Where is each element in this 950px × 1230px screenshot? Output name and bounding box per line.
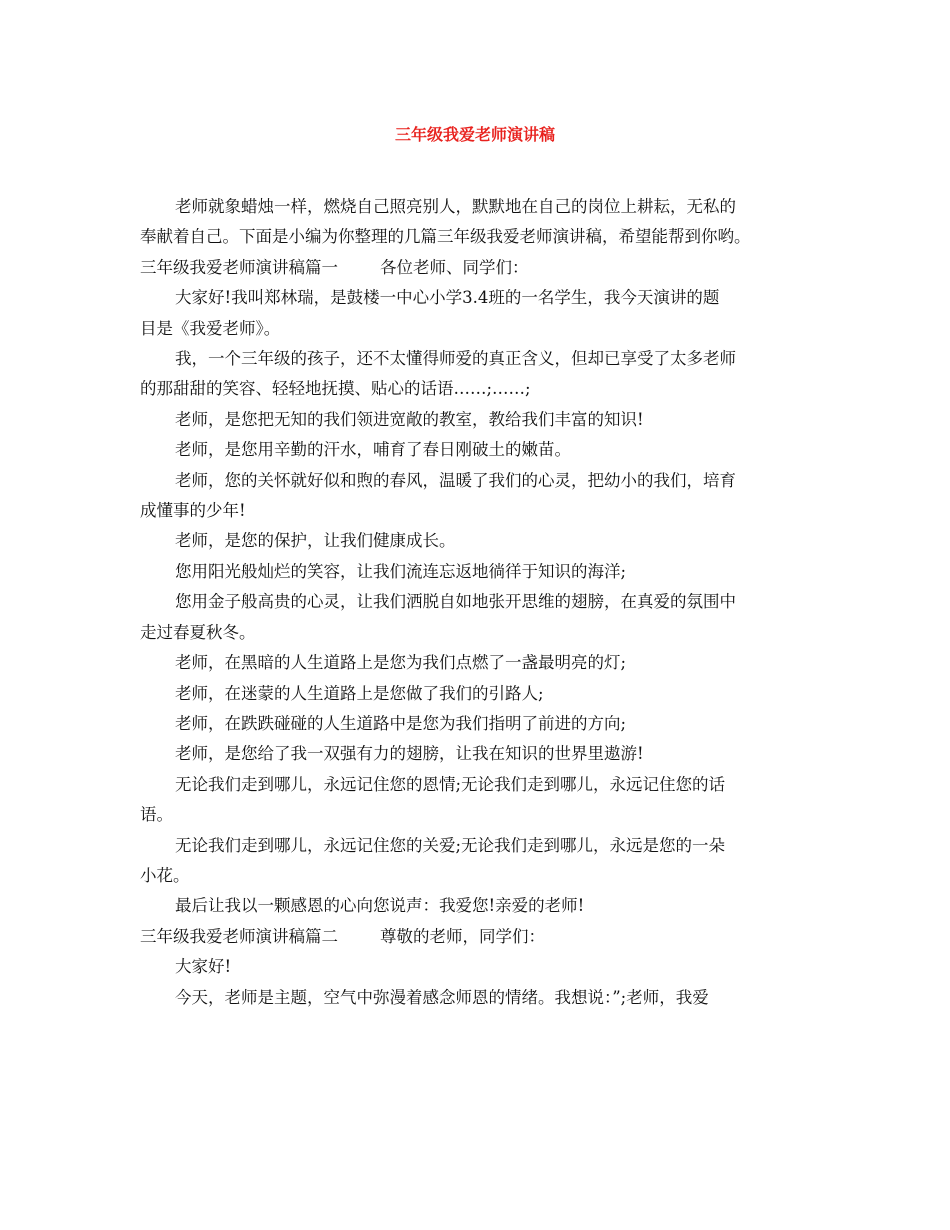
- paragraph-line: 的那甜甜的笑容、轻轻地抚摸、贴心的话语……;……;: [140, 379, 531, 399]
- paragraph-line: 成懂事的少年!: [140, 501, 246, 521]
- section-1-heading: 三年级我爱老师演讲稿篇一: [140, 257, 338, 277]
- paragraph-line: 老师，是您用辛勤的汗水，哺育了春日刚破土的嫩苗。: [175, 440, 571, 460]
- paragraph-line: 今天，老师是主题，空气中弥漫着感念师恩的情绪。我想说：”;老师，我爱: [175, 987, 709, 1007]
- paragraph-line: 最后让我以一颗感恩的心向您说声：我爱您!亲爱的老师!: [175, 896, 585, 916]
- paragraph-line: 您用金子般高贵的心灵，让我们洒脱自如地张开思维的翅膀，在真爱的氛围中: [175, 592, 736, 612]
- section-2-heading-line: [140, 922, 816, 952]
- paragraph-line: 小花。: [140, 865, 190, 885]
- document-title: 三年级我爱老师演讲稿: [394, 125, 555, 144]
- paragraph-line: 无论我们走到哪儿，永远记住您的恩情;无论我们走到哪儿，永远记住您的话: [175, 774, 726, 794]
- paragraph-line: 老师，是您的保护，让我们健康成长。: [175, 531, 456, 551]
- paragraph-line: 老师，在迷蒙的人生道路上是您做了我们的引路人;: [175, 683, 544, 703]
- paragraph-line: 走过春夏秋冬。: [140, 622, 256, 642]
- paragraph-line: 语。: [140, 805, 173, 825]
- intro-line-1: 老师就象蜡烛一样，燃烧自己照亮别人，默默地在自己的岗位上耕耘，无私的: [175, 197, 736, 216]
- paragraph-line: 无论我们走到哪儿，永远记住您的关爱;无论我们走到哪儿，永远是您的一朵: [175, 835, 726, 855]
- intro-line-2: 奉献着自己。下面是小编为你整理的几篇三年级我爱老师演讲稿，希望能帮到你哟。: [140, 227, 751, 247]
- paragraph-line: 老师，您的关怀就好似和煦的春风，温暖了我们的心灵，把幼小的我们，培育: [175, 470, 736, 490]
- document-body: [140, 192, 816, 1013]
- paragraph-line: 老师，在跌跌碰碰的人生道路中是您为我们指明了前进的方向;: [175, 713, 627, 733]
- paragraph-line: 大家好!: [175, 957, 232, 977]
- paragraph-line: 老师，是您给了我一双强有力的翅膀，让我在知识的世界里遨游!: [175, 744, 644, 764]
- section-2-greeting: 尊敬的老师，同学们：: [380, 926, 545, 946]
- section-1-greeting: 各位老师、同学们：: [380, 257, 529, 277]
- section-2-heading: 三年级我爱老师演讲稿篇二: [140, 926, 338, 946]
- paragraph-line: 我，一个三年级的孩子，还不太懂得师爱的真正含义，但却已享受了太多老师: [175, 349, 736, 369]
- paragraph-line: 老师，是您把无知的我们领进宽敞的教室，教给我们丰富的知识!: [175, 409, 644, 429]
- section-1-heading-line: [140, 253, 816, 283]
- paragraph-line: 目是《我爱老师》。: [140, 318, 281, 338]
- paragraph-line: 大家好!我叫郑林瑞，是鼓楼一中心小学3.4班的一名学生，我今天演讲的题: [175, 288, 720, 308]
- paragraph-line: 老师，在黑暗的人生道路上是您为我们点燃了一盏最明亮的灯;: [175, 653, 627, 673]
- paragraph-line: 您用阳光般灿烂的笑容，让我们流连忘返地徜徉于知识的海洋;: [175, 561, 627, 581]
